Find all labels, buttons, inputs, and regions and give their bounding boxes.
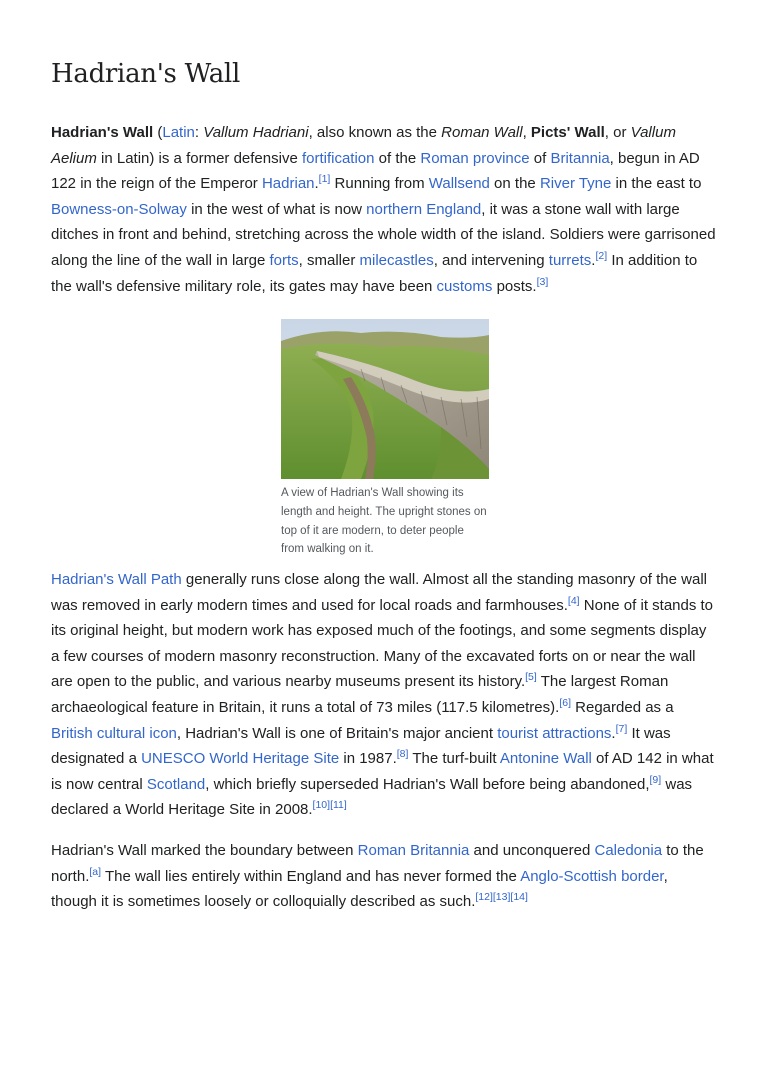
text: ,: [522, 124, 531, 141]
link-turrets[interactable]: turrets: [548, 251, 592, 269]
link-roman-province[interactable]: Roman province: [420, 149, 530, 167]
link-britannia[interactable]: Britannia: [550, 149, 610, 167]
link-british-cultural-icon[interactable]: British cultural icon: [51, 724, 177, 742]
text: in the east to: [611, 175, 702, 193]
text: of the: [374, 149, 421, 167]
text: :: [194, 124, 204, 141]
text: In addition to the wall's defensive military role, its gates may have been: [51, 251, 698, 295]
link-customs[interactable]: customs: [436, 277, 493, 295]
reference-14[interactable]: [14]: [510, 891, 528, 904]
text: on the: [489, 175, 540, 193]
text: , it was a stone wall with large ditches in front and behind, stretching across the whole width of the island. Soldiers were garrisoned along the line of the wall in large: [51, 200, 716, 269]
text: , which briefly superseded Hadrian's Wall before being abandoned,: [205, 775, 650, 793]
reference-13[interactable]: [13]: [492, 891, 511, 904]
link-scotland[interactable]: Scotland: [146, 775, 206, 793]
text: was declared a World Heritage Site in 2008.: [51, 775, 693, 819]
reference-11[interactable]: [11]: [330, 799, 347, 812]
text: .: [611, 724, 616, 742]
text: .: [591, 251, 596, 269]
text: , and intervening: [433, 251, 549, 269]
link-northern-england[interactable]: northern England: [366, 200, 482, 218]
italic-term: Roman Wall: [441, 124, 523, 141]
italic-term: Vallum Hadriani: [203, 124, 309, 141]
text: to the north.: [51, 841, 704, 885]
link-roman-britannia[interactable]: Roman Britannia: [357, 841, 470, 859]
text: , or: [604, 124, 631, 141]
link-anglo-scottish-border[interactable]: Anglo-Scottish border: [520, 867, 664, 885]
text: Running from: [330, 175, 429, 193]
body-paragraph-2: [51, 567, 717, 823]
reference-9[interactable]: [9]: [649, 773, 662, 786]
text: , Hadrian's Wall is one of Britain's major ancient: [176, 724, 498, 742]
text: .: [314, 175, 319, 193]
bold-term: Hadrian's Wall: [51, 124, 154, 141]
figure-caption: A view of Hadrian's Wall showing its length and height. The upright stones on top of it are modern, to deter people from walking on it.: [281, 487, 487, 556]
reference-2[interactable]: [2]: [595, 249, 608, 262]
link-forts[interactable]: forts: [269, 251, 299, 269]
figure: [281, 319, 489, 559]
link-milecastles[interactable]: milecastles: [359, 251, 434, 269]
text: Hadrian's Wall marked the boundary between: [51, 841, 358, 859]
text: posts.: [492, 277, 537, 295]
bold-term: Picts' Wall: [530, 124, 605, 141]
text: , also known as the: [308, 124, 442, 141]
reference-6[interactable]: [6]: [559, 696, 571, 709]
link-hadrian[interactable]: Hadrian: [261, 175, 315, 193]
link-wallsend[interactable]: Wallsend: [428, 175, 490, 193]
link-latin[interactable]: Latin: [162, 124, 195, 141]
text: and unconquered: [469, 841, 595, 859]
reference-5[interactable]: [5]: [525, 671, 537, 684]
text: generally runs close along the wall. Almost all the standing masonry of the wall was removed in early modern times and used for local roads and farmhouses.: [51, 570, 707, 614]
text: of AD 142 in what is now central: [51, 750, 714, 793]
text: of: [529, 149, 551, 167]
body-paragraph-3: [51, 838, 717, 915]
link-river-tyne[interactable]: River Tyne: [539, 175, 612, 193]
text: (: [153, 124, 163, 141]
text: in Latin) is a former defensive: [96, 149, 302, 167]
link-hadrians-wall-path[interactable]: Hadrian's Wall Path: [51, 570, 182, 588]
text: , smaller: [298, 251, 360, 269]
reference-3[interactable]: [3]: [536, 275, 549, 288]
reference-8[interactable]: [8]: [396, 748, 409, 761]
link-bowness-on-solway[interactable]: Bowness-on-Solway: [51, 200, 187, 218]
reference-10[interactable]: [10]: [312, 799, 331, 812]
link-tourist-attractions[interactable]: tourist attractions: [497, 724, 612, 742]
link-unesco-world-heritage-site[interactable]: UNESCO World Heritage Site: [141, 750, 340, 768]
note-a[interactable]: [a]: [89, 865, 102, 878]
text: Regarded as a: [571, 698, 674, 716]
link-caledonia[interactable]: Caledonia: [594, 841, 663, 859]
text: It was designated a: [51, 724, 671, 768]
text: The largest Roman archaeological feature in Britain, it runs a total of 73 miles (117.5 kilometres).: [51, 673, 669, 716]
text: in 1987.: [339, 750, 397, 768]
text: The turf-built: [408, 750, 500, 768]
reference-4[interactable]: [4]: [567, 594, 580, 607]
italic-term: Vallum Aelium: [51, 124, 676, 167]
text: , begun in AD 122 in the reign of the Emperor: [51, 149, 700, 193]
reference-12[interactable]: [12]: [475, 891, 493, 904]
reference-1[interactable]: [1]: [318, 173, 331, 186]
wall-photo-thumbnail[interactable]: [281, 319, 489, 479]
article: [0, 58, 768, 915]
intro-paragraph: [51, 120, 717, 299]
reference-7[interactable]: [7]: [615, 722, 628, 735]
link-fortification[interactable]: fortification: [301, 149, 375, 167]
link-antonine-wall[interactable]: Antonine Wall: [499, 750, 592, 768]
text: in the west of what is now: [186, 200, 367, 218]
page-title: Hadrian's Wall: [51, 59, 240, 89]
text: The wall lies entirely within England and has never formed the: [101, 867, 521, 885]
text: None of it stands to its original height, but modern work has exposed much of the footings, and some segments display a few courses of modern masonry reconstruction. Many of the excavated forts on or near the wall are open to the public, and various nearby museums present its history.: [51, 596, 714, 691]
text: , though it is sometimes loosely or colloquially described as such.: [51, 867, 668, 911]
